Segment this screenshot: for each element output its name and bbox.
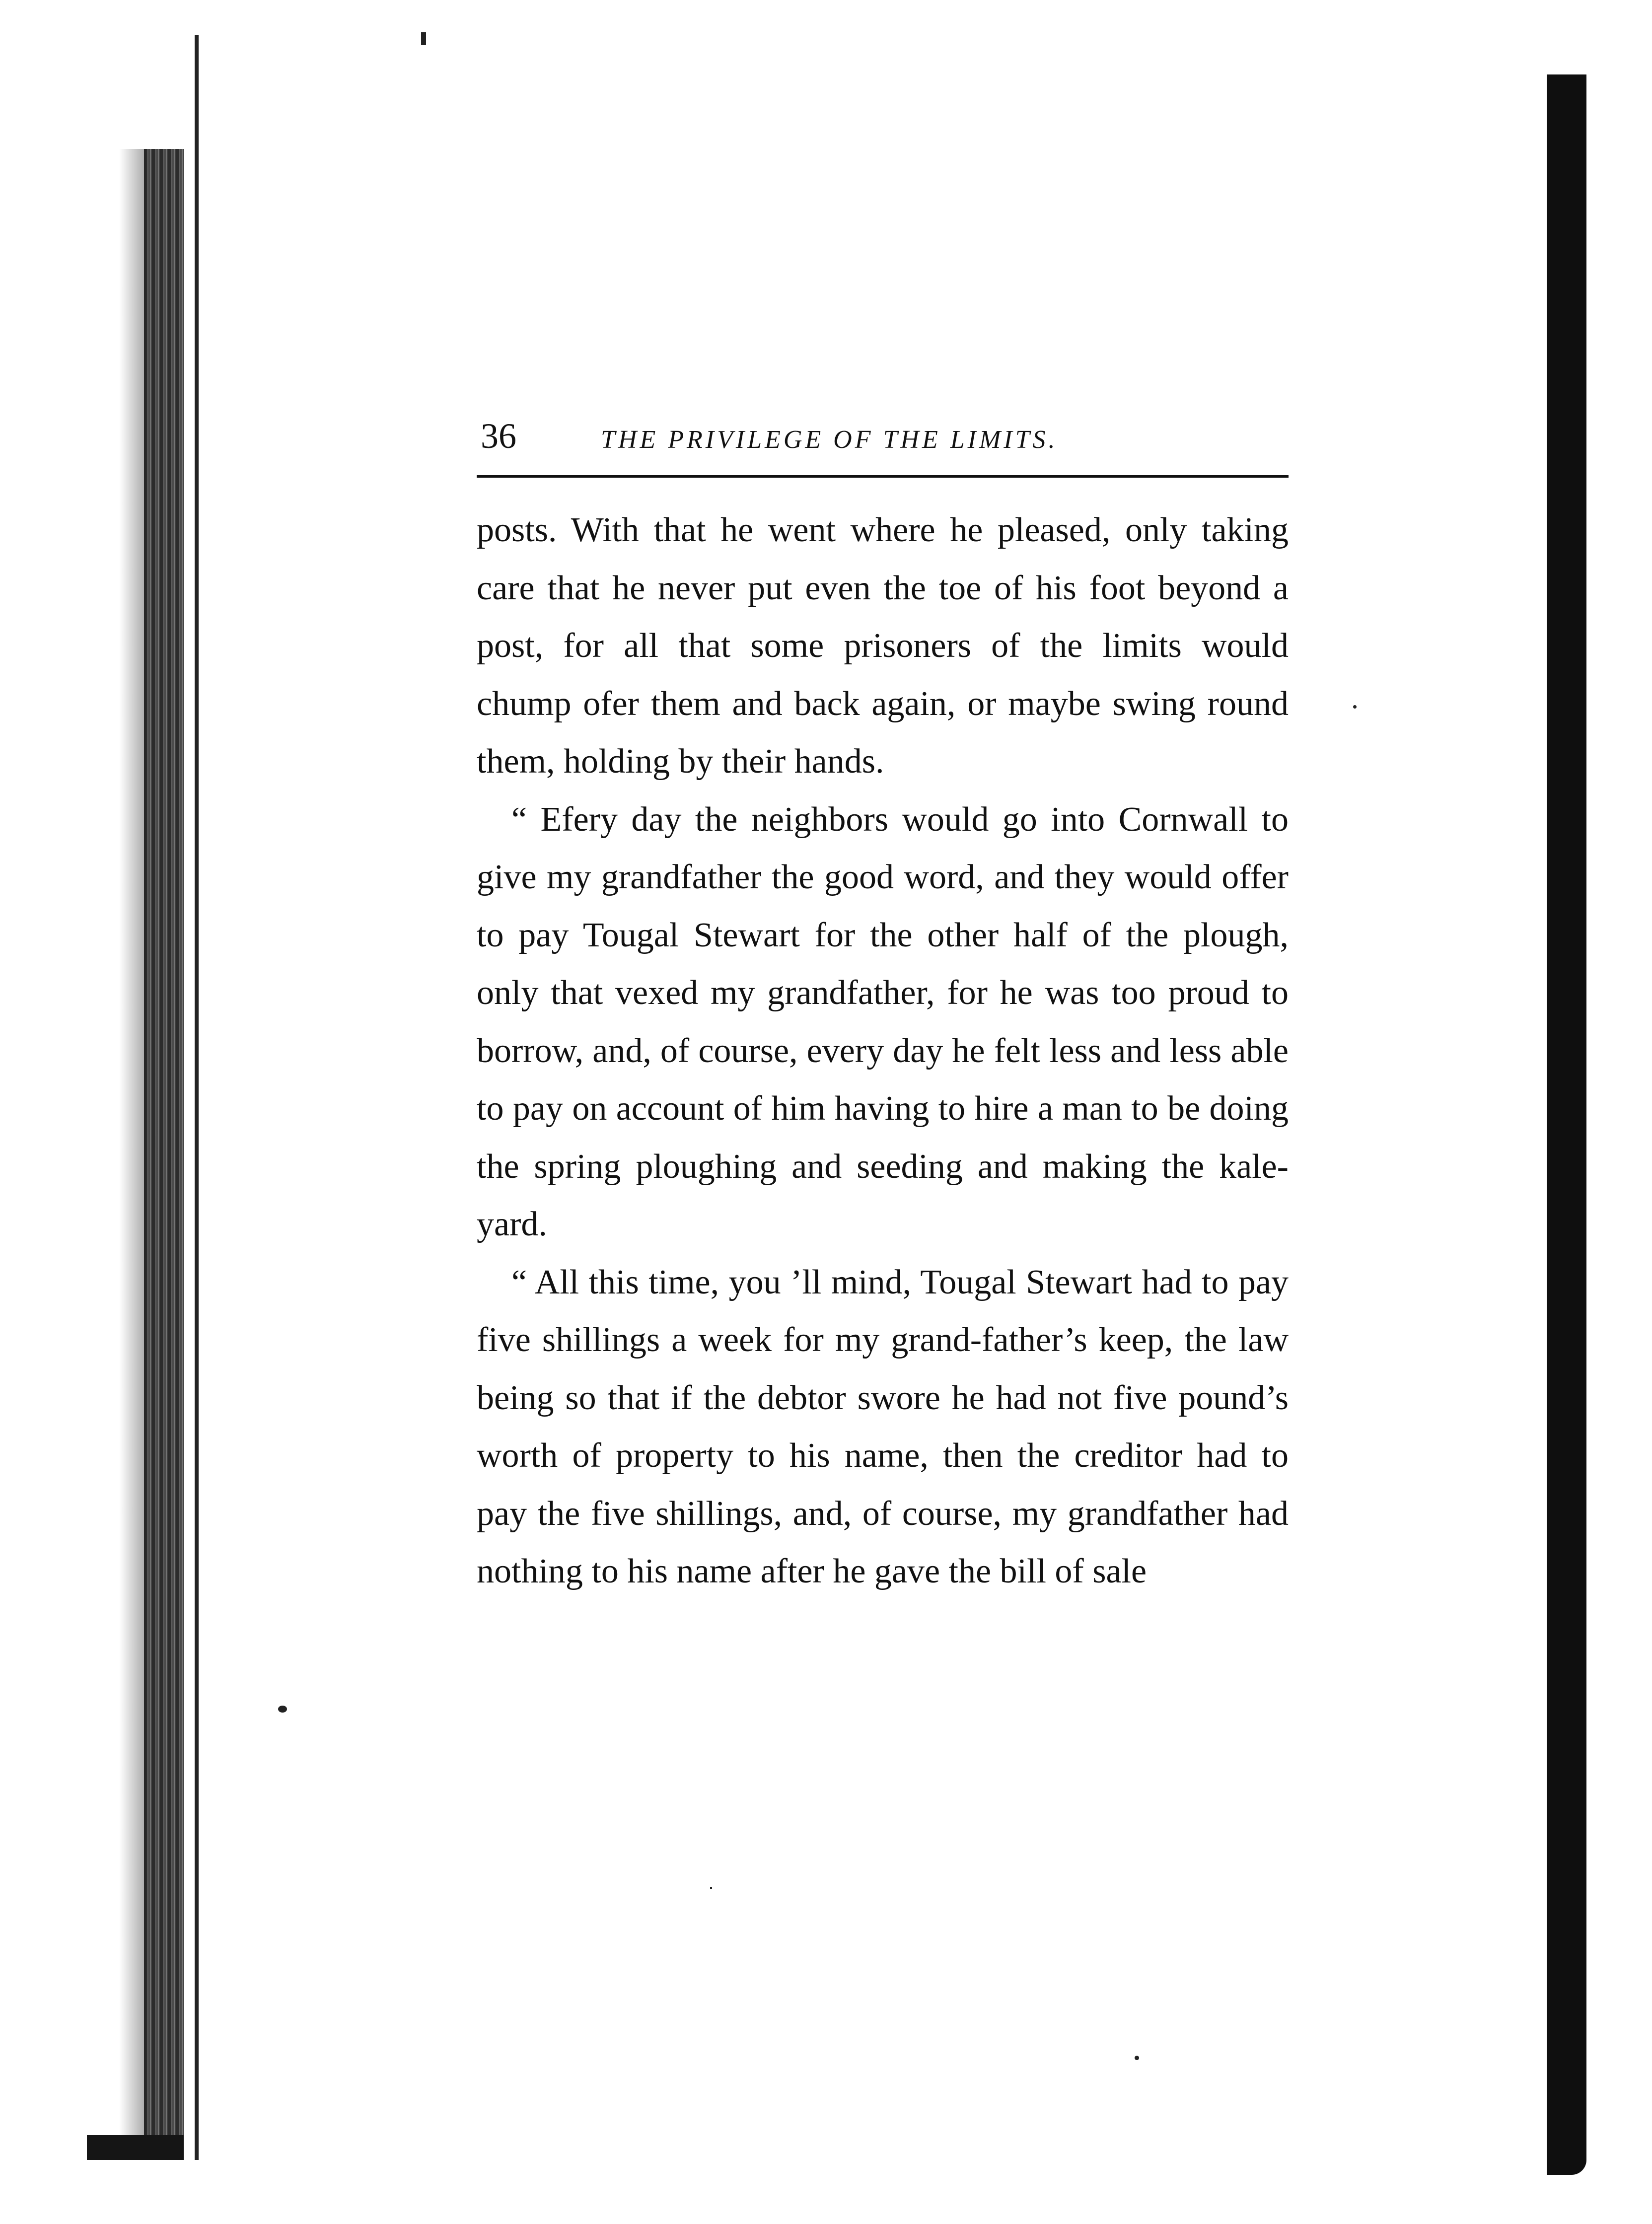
header-rule <box>477 475 1289 478</box>
binding-edge-line <box>195 35 199 2160</box>
scan-speck <box>710 1887 712 1889</box>
scan-speck <box>278 1706 287 1713</box>
paragraph: “ All this time, you ’ll mind, Tougal Stewart had to pay five shillings a week for my grand-father’s keep, the law being so that if the debtor swore he had not five pound’s worth of property to his name, then the creditor had to pay the five shillings, and, of course, my grandfather had nothing to his name after he gave the bill of sale <box>477 1263 1289 1590</box>
scan-speck <box>1353 705 1357 709</box>
scan-speck <box>421 32 426 45</box>
book-page <box>477 407 1289 1590</box>
binding-foot <box>87 2135 184 2160</box>
body-text <box>477 502 1289 1601</box>
binding-gutter <box>144 149 184 2160</box>
scan-speck <box>1135 2056 1139 2060</box>
running-title: THE PRIVILEGE OF THE LIMITS. <box>601 426 1058 454</box>
binding-shadow <box>119 149 146 2160</box>
page-number: 36 <box>481 416 516 456</box>
paragraph: posts. With that he went where he pleased, only taking care that he never put even the toe of his foot beyond a post, for all that some prisoners of the limits would chump ofer them and back again, or maybe swing round them, holding by their hands. <box>477 511 1289 781</box>
running-head <box>477 407 1289 462</box>
paragraph: “ Efery day the neighbors would go into Cornwall to give my grandfather the good word, and they would offer to pay Tougal Stewart for the other half of the plough, only that vexed my grandfather, for he was too proud to borrow, and, of course, every day he felt less and less able to pay on account of him having to hire a man to be doing the spring ploughing and seeding and making the kale-yard. <box>477 800 1289 1243</box>
right-page-edge <box>1547 74 1586 2175</box>
